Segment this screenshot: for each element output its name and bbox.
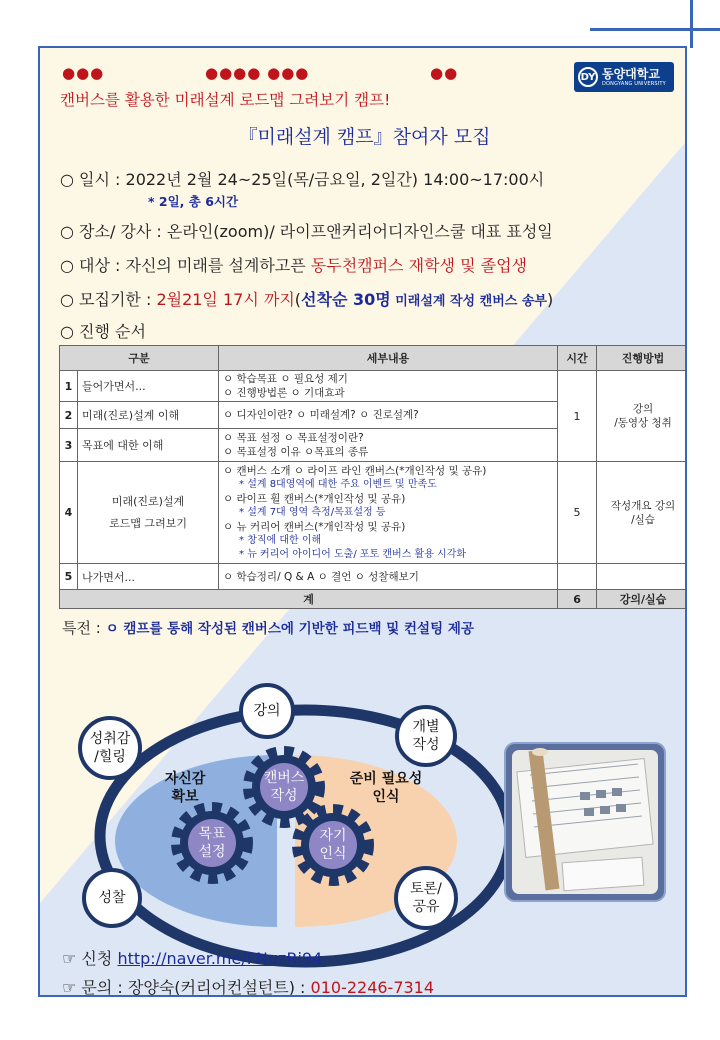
detail-subline: * 뉴 커리어 아이디어 도출/ 포토 캔버스 활용 시각화 (239, 548, 467, 560)
row-number: 4 (60, 462, 78, 564)
info-deadline-prefix: ○ 모집기한 : (60, 290, 157, 309)
node-lecture: 강의 (253, 703, 281, 719)
logo-eng: DONGYANG UNIVERSITY (602, 80, 666, 87)
node-line: 공유 (412, 899, 440, 915)
schedule-header-row (60, 346, 688, 371)
gear-goal (182, 825, 242, 861)
row-details (219, 371, 558, 402)
detail-line: ㅇ 진행방법론 ㅇ 기대효과 (223, 387, 345, 399)
corner-line-horizontal (590, 28, 720, 31)
special-label: 특전 : (62, 619, 106, 637)
gear-line: 캔버스 (263, 770, 305, 786)
apply-line (62, 946, 322, 969)
gear-line: 목표 (198, 826, 226, 842)
method-line: 작성개요 강의 (610, 499, 676, 512)
info-deadline-paren-open: ( (294, 290, 302, 309)
detail-line: ㅇ 학습정리/ Q & A ㅇ 결언 ㅇ 성찰해보기 (223, 570, 419, 583)
detail-line: ㅇ 목표설정 이유 ㅇ목표의 종류 (223, 446, 369, 458)
university-emblem-icon: DY (578, 67, 598, 87)
row-number: 2 (60, 402, 78, 429)
label-confidence (150, 770, 220, 806)
row-details (219, 429, 558, 462)
row-name: 들어가면서... (78, 371, 219, 402)
node-line: 작성 (412, 737, 440, 753)
detail-line: ㅇ 목표 설정 ㅇ 목표설정이란? (223, 432, 364, 444)
university-logo (574, 62, 674, 92)
header-details: 세부내용 (219, 346, 558, 371)
info-place: ○ 장소/ 강사 : 온라인(zoom)/ 라이프앤커리어디자인스쿨 대표 표성일 (60, 222, 553, 241)
detail-line: ㅇ 뉴 커리어 캔버스(*개인작성 및 공유) (223, 520, 406, 533)
info-date-note: * 2일, 총 6시간 (148, 194, 239, 209)
method-1-3 (597, 371, 687, 462)
detail-line: ㅇ 라이프 휠 캔버스(*개인작성 및 공유) (223, 492, 406, 505)
time-4: 5 (558, 462, 597, 564)
info-target (60, 253, 527, 276)
logo-text (602, 68, 666, 87)
total-label: 계 (60, 590, 558, 609)
logo-name: 동양대학교 (602, 66, 660, 81)
node-discussion (396, 880, 456, 916)
row-details (219, 564, 558, 590)
decorative-dots-2: ●●●● ●●● (205, 64, 310, 82)
row-number: 3 (60, 429, 78, 462)
time-5-empty (558, 564, 597, 590)
gear-line: 인식 (319, 846, 347, 862)
corner-line-vertical (690, 0, 693, 48)
gear-line: 작성 (270, 788, 298, 804)
info-deadline-paren-close: ) (546, 290, 554, 309)
row-name: 미래(진로)설계 이해 (78, 402, 219, 429)
method-4 (597, 462, 687, 564)
total-method: 강의/실습 (597, 590, 687, 609)
detail-subline: * 설계 7대 영역 측정/목표설정 등 (239, 506, 386, 518)
table-row (60, 462, 688, 564)
decorative-dots-3: ●● (430, 64, 459, 82)
gear-canvas (254, 769, 314, 805)
total-row (60, 590, 688, 609)
node-achievement (80, 730, 140, 766)
row-name-line: 미래(진로)설계 (111, 494, 185, 508)
poster-content (40, 48, 687, 997)
method-line: 강의 (632, 403, 654, 415)
gear-self (303, 827, 363, 863)
info-deadline-first: 선착순 30명 (301, 290, 391, 309)
row-details (219, 402, 558, 429)
label-readiness (336, 770, 436, 806)
special-benefit (62, 617, 474, 638)
contact-label: ☞ 문의 : 장양숙(커리어컨설턴트) : (62, 978, 311, 997)
detail-line: ㅇ 학습목표 ㅇ 필요성 제기 (223, 373, 348, 385)
node-line: 토론/ (410, 881, 442, 897)
header-time: 시간 (558, 346, 597, 371)
time-1-3: 1 (558, 371, 597, 462)
contact-line (62, 975, 434, 997)
special-text: ㅇ 캠프를 통해 작성된 캔버스에 기반한 피드백 및 컨설팅 제공 (105, 621, 474, 637)
header-category: 구분 (60, 346, 219, 371)
row-number: 1 (60, 371, 78, 402)
poster-subtitle: 캔버스를 활용한 미래설계 로드맵 그려보기 캠프! (60, 91, 391, 109)
poster (38, 46, 687, 997)
info-order: ○ 진행 순서 (60, 322, 146, 341)
row-name-line: 로드맵 그려보기 (109, 516, 187, 530)
method-line: /실습 (631, 513, 655, 526)
apply-link[interactable]: http://naver.me/FNuzRi94 (117, 949, 323, 968)
gear-line: 설정 (198, 844, 226, 860)
contact-phone: 010-2246-7314 (310, 978, 435, 997)
decorative-dots-1: ●●● (62, 64, 105, 82)
total-time: 6 (558, 590, 597, 609)
info-deadline-date: 2월21일 17시 까지 (156, 290, 295, 309)
row-details (219, 462, 558, 564)
detail-subline: * 설계 8대영역에 대한 주요 이벤트 및 만족도 (239, 478, 437, 490)
node-line: 성취감 (89, 731, 131, 747)
method-line: /동영상 청취 (614, 417, 672, 429)
header-method: 진행방법 (597, 346, 687, 371)
label-line: 준비 필요성 (349, 771, 423, 787)
row-name: 목표에 대한 이해 (78, 429, 219, 462)
detail-subline: * 창직에 대한 이해 (239, 534, 322, 546)
method-5-empty (597, 564, 687, 590)
detail-line: ㅇ 캔버스 소개 ㅇ 라이프 라인 캔버스(*개인작성 및 공유) (223, 464, 487, 477)
table-row (60, 564, 688, 590)
node-line: 개별 (412, 719, 440, 735)
info-date: ○ 일시 : 2022년 2월 24~25일(목/금요일, 2일간) 14:00~17:00시 (60, 170, 545, 189)
table-row (60, 371, 688, 402)
schedule-table (59, 345, 687, 609)
info-deadline (60, 287, 553, 310)
node-reflection: 성찰 (98, 890, 126, 906)
detail-line: ㅇ 디자인이란? ㅇ 미래설계? ㅇ 진로설계? (223, 409, 419, 421)
label-line: 확보 (171, 789, 199, 805)
row-name (78, 462, 219, 564)
node-individual (396, 718, 456, 754)
apply-label: ☞ 신청 (62, 949, 118, 968)
gear-line: 자기 (319, 828, 347, 844)
label-line: 인식 (372, 789, 400, 805)
label-line: 자신감 (164, 771, 206, 787)
row-number: 5 (60, 564, 78, 590)
poster-title: 『미래설계 캠프』참여자 모집 (238, 126, 491, 148)
node-line: /힐링 (94, 749, 126, 765)
row-name: 나가면서... (78, 564, 219, 590)
info-deadline-detail: 미래설계 작성 캔버스 송부 (390, 294, 547, 309)
info-target-prefix: ○ 대상 : 자신의 미래를 설계하고픈 (60, 256, 311, 275)
info-target-highlight: 동두천캠퍼스 재학생 및 졸업생 (310, 256, 527, 275)
